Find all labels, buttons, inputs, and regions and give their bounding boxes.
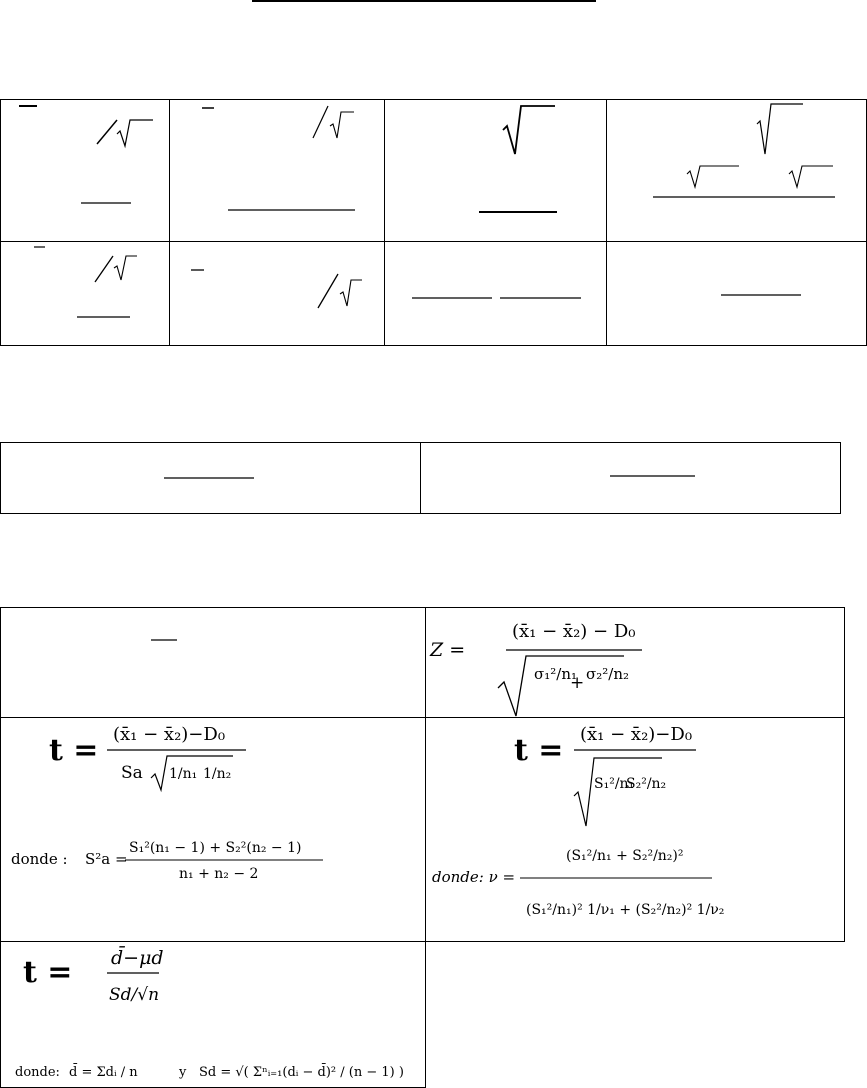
t3-cell-3-2-empty	[426, 942, 845, 1088]
t1-cell-2-3-glyphs	[385, 242, 607, 346]
t-pooled-where-lhs: S²a =	[85, 850, 128, 868]
t1-cell-1-3	[385, 100, 607, 242]
t-pooled-lhs: t =	[49, 733, 99, 768]
t-paired-numerator: d̄−μd	[111, 947, 164, 969]
t3-cell-1-2-z-formula	[426, 608, 845, 718]
t-paired-lhs: t =	[23, 955, 73, 990]
t-pooled-where-den: n₁ + n₂ − 2	[179, 866, 259, 882]
t-welch-numerator: (x̄₁ − x̄₂)−D₀	[580, 724, 693, 745]
t3-cell-1-1	[1, 608, 426, 718]
t1-cell-2-2	[170, 242, 385, 346]
t-pooled-denom-prefix: Sa	[121, 763, 143, 783]
t1-cell-1-4-glyphs	[607, 100, 867, 242]
z-lhs: Z =	[430, 639, 466, 661]
t-paired-y: y	[179, 1065, 187, 1080]
t-welch-term-2: S₂²/n₂	[626, 776, 667, 792]
t3-cell-3-1-t-paired	[1, 942, 426, 1088]
t3-cell-2-1-t-pooled	[1, 718, 426, 942]
t-pooled-term-2: 1/n₂	[203, 766, 232, 782]
formula-table-1	[0, 99, 867, 346]
t1-cell-1-4	[607, 100, 867, 242]
t2-cell-1-glyphs	[1, 443, 421, 514]
t-paired-where-label: donde:	[15, 1065, 60, 1080]
t1-cell-2-2-glyphs	[170, 242, 385, 346]
t3-cell-1-1-glyphs	[1, 608, 426, 718]
t-welch-svg	[426, 718, 845, 942]
t-pooled-term-1: 1/n₁	[169, 766, 198, 782]
t-pooled-numerator: (x̄₁ − x̄₂)−D₀	[113, 724, 226, 745]
t-welch-where-label: donde: ν =	[432, 868, 516, 886]
z-denom-term-2: σ₂²/n₂	[586, 665, 629, 683]
z-formula-svg	[426, 608, 845, 718]
z-denom-term-1: σ₁²/n₁	[534, 665, 577, 683]
formula-table-2	[0, 442, 841, 514]
t-pooled-where-num: S₁²(n₁ − 1) + S₂²(n₂ − 1)	[129, 840, 302, 856]
t1-cell-1-3-glyphs	[385, 100, 607, 242]
t2-cell-2-glyphs	[421, 443, 841, 514]
z-numerator: (x̄₁ − x̄₂) − D₀	[512, 621, 636, 642]
t2-cell-2	[421, 443, 841, 514]
t2-cell-1	[1, 443, 421, 514]
z-plus: +	[570, 673, 585, 693]
t1-cell-2-3	[385, 242, 607, 346]
t-paired-sd: Sd = √( Σⁿᵢ₌₁(dᵢ − d̄)² / (n − 1) )	[199, 1065, 404, 1080]
t-welch-sqrt	[574, 758, 662, 826]
t-paired-dbar: d̄ = Σdᵢ / n	[69, 1065, 138, 1080]
t-pooled-svg	[1, 718, 426, 942]
t3-cell-2-2-t-welch	[426, 718, 845, 942]
t1-cell-1-2-glyphs	[170, 100, 385, 242]
title-underline	[252, 0, 596, 2]
t-welch-nu-num: (S₁²/n₁ + S₂²/n₂)²	[566, 848, 684, 864]
t-pooled-where-label: donde :	[11, 850, 68, 868]
t1-cell-2-4	[607, 242, 867, 346]
t1-cell-1-1	[1, 100, 170, 242]
t-paired-denom: Sd/√n	[109, 985, 160, 1005]
t-welch-lhs: t =	[514, 733, 564, 768]
t-paired-svg	[1, 942, 426, 1088]
t1-cell-2-1-glyphs	[1, 242, 170, 346]
t-welch-term-1: S₁²/n₁	[594, 776, 635, 792]
t-welch-nu-den: (S₁²/n₁)² 1/ν₁ + (S₂²/n₂)² 1/ν₂	[526, 902, 725, 918]
t1-cell-1-2	[170, 100, 385, 242]
t1-cell-2-4-glyphs	[607, 242, 867, 346]
formula-table-3	[0, 607, 845, 1088]
t1-cell-2-1	[1, 242, 170, 346]
t1-cell-1-1-glyphs	[1, 100, 170, 242]
